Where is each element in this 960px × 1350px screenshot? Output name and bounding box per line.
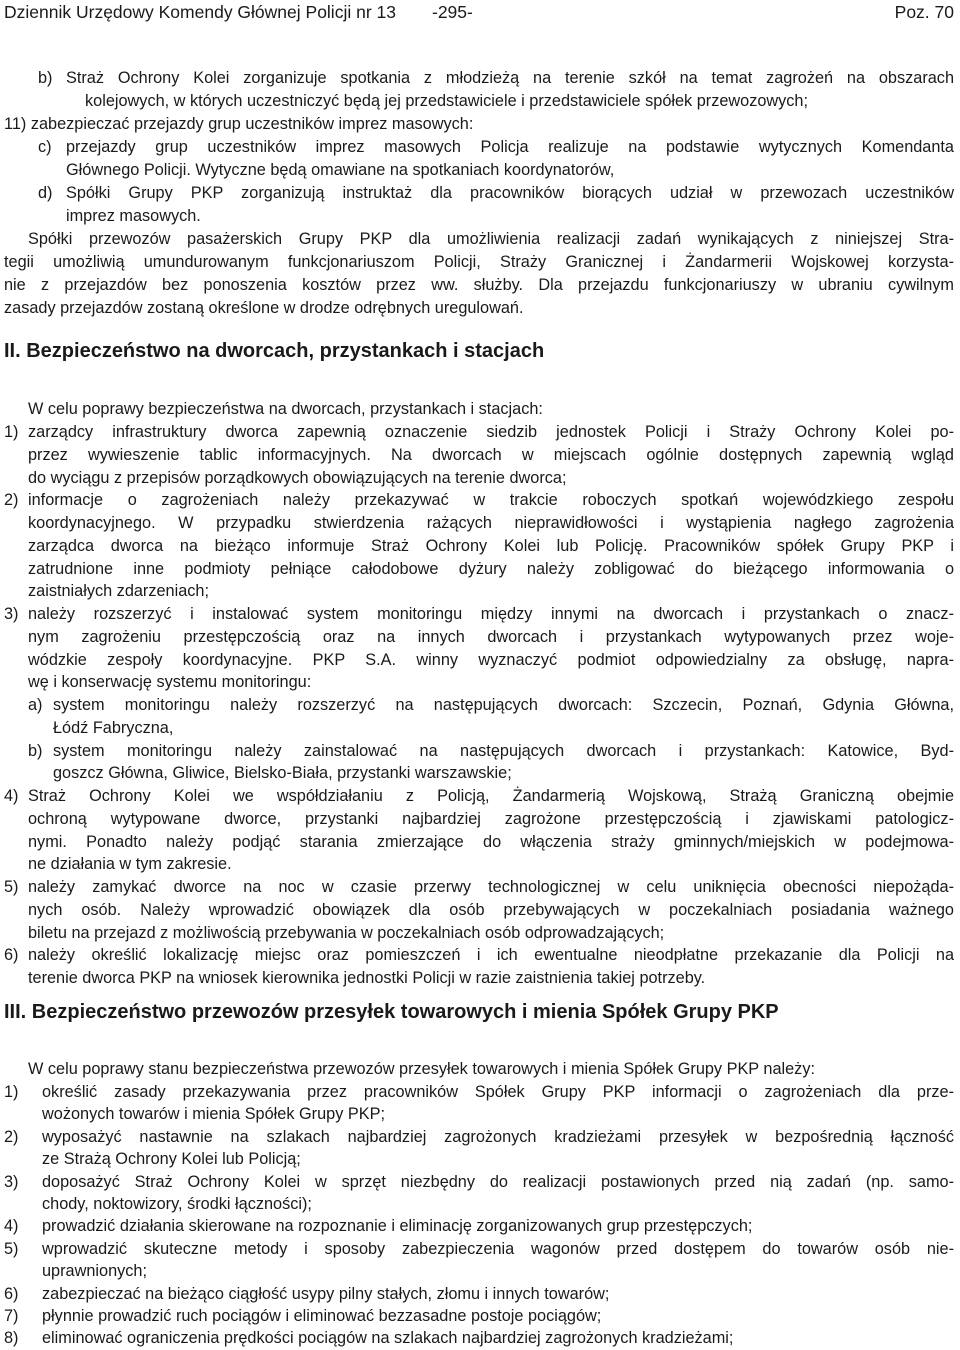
list-item-line xyxy=(0,1238,960,1261)
list-item-line xyxy=(0,580,960,603)
list-item-line xyxy=(0,876,960,899)
list-item-line xyxy=(0,853,960,876)
text-line: należy rozszerzyć i instalować system monitoringu między innymi na dworcach i przystankach o znacz- xyxy=(28,605,954,623)
text-line: zarządcy infrastruktury dworca zapewnią oznaczenie siedzib jednostek Policji i Straży Ochrony Kolei po- xyxy=(28,423,954,441)
text-line: nymi. Ponadto należy podjąć starania zmierzające do włączenia straży gminnych/miejskich w podejmowa- xyxy=(28,832,954,851)
text-line: eliminować ograniczenia prędkości pociągów na szlakach najbardziej zagrożonych kradzieżami; xyxy=(42,1329,734,1348)
text-line: zarządca dworca na bieżąco informuje Straż Ochrony Kolei lub Policję. Pracowników spółek Grupy PKP i xyxy=(28,536,954,555)
text-line: uprawnionych; xyxy=(42,1262,147,1281)
text-line: W celu poprawy stanu bezpieczeństwa przewozów przesyłek towarowych i mienia Spółek Grupy PKP należy: xyxy=(28,1060,815,1078)
journal-title: Dziennik Urzędowy Komendy Głównej Policji nr 13 xyxy=(4,2,396,22)
list-item-line xyxy=(0,1081,960,1104)
list-marker: b) xyxy=(28,741,43,760)
text-line: 11) zabezpieczać przejazdy grup uczestników imprez masowych: xyxy=(4,115,474,133)
list-marker: d) xyxy=(38,184,53,202)
list-marker: 4) xyxy=(4,787,19,805)
list-marker: b) xyxy=(38,69,53,87)
paragraph-line xyxy=(0,228,960,251)
list-item-line xyxy=(0,1148,960,1171)
text-line: doposażyć Straż Ochrony Kolei w sprzęt niezbędny do realizacji postawionych przed nią zadań (np. samo- xyxy=(42,1172,954,1191)
text-line: Spółki przewozów pasażerskich Grupy PKP dla umożliwienia realizacji zadań wynikających z niniejszej Stra- xyxy=(28,230,954,248)
text-line: wę i konserwację systemu monitoringu: xyxy=(28,673,312,692)
text-line: określić zasady przekazywania przez pracowników Spółek Grupy PKP informacji o zagrożeniach dla prze- xyxy=(42,1083,954,1101)
list-item-line xyxy=(0,1103,960,1126)
paragraph-line xyxy=(0,251,960,274)
text-line: tegii umożliwią umundurowanym funkcjonariuszom Policji, Straży Granicznej i Żandarmerii Wojskowej korzysta- xyxy=(4,253,954,271)
text-line: W celu poprawy bezpieczeństwa na dworcach, przystankach i stacjach: xyxy=(28,400,543,418)
list-marker: 4) xyxy=(4,1217,19,1236)
paragraph-line xyxy=(0,274,960,297)
text-line: Głównego Policji. Wytyczne będą omawiane na spotkaniach koordynatorów, xyxy=(66,161,615,179)
page-header xyxy=(4,0,954,24)
section-3-title: III. Bezpieczeństwo przewozów przesyłek towarowych i mienia Spółek Grupy PKP xyxy=(4,1001,779,1023)
text-line: płynnie prowadzić ruch pociągów i eliminować bezzasadne postoje pociągów; xyxy=(42,1307,602,1325)
text-line: przez wywieszenie tablic informacyjnych. Na dworcach w miejscach ogólnie dostępnych zapewnią wgląd xyxy=(28,445,954,464)
list-marker: 2) xyxy=(4,1127,19,1146)
list-item-line xyxy=(0,808,960,831)
list-marker: 3) xyxy=(4,1172,19,1191)
list-item-line xyxy=(0,785,960,808)
text-line: do wyciągu z przepisów porządkowych obowiązujących na terenie dworca; xyxy=(28,468,567,487)
text-line: należy określić lokalizację miejsc oraz pomieszczeń i ich ewentualne nieodpłatne przekazanie dla Policji na xyxy=(28,946,954,965)
text-line: Łódź Fabryczna, xyxy=(53,718,174,737)
position-number: Poz. 70 xyxy=(894,2,954,22)
list-item-line xyxy=(0,489,960,512)
item-c-line xyxy=(0,159,960,182)
item-11-line xyxy=(0,113,960,136)
list-marker: 5) xyxy=(4,1239,19,1258)
text-line: wprowadzić skuteczne metody i sposoby zabezpieczenia wagonów przed dostępem do towarów osób nie- xyxy=(42,1239,954,1258)
list-item-line xyxy=(0,899,960,922)
list-item-line xyxy=(0,967,960,990)
list-item-line xyxy=(0,762,960,785)
list-item-line xyxy=(0,1193,960,1216)
item-c-line xyxy=(0,136,960,159)
text-line: nie z przejazdów bez ponoszenia kosztów przez ww. służby. Dla przejazdu funkcjonariuszy w ubraniu cywilnym xyxy=(4,276,954,294)
text-line: Spółki Grupy PKP zorganizują instruktaż dla pracowników biorących udział w przewozach uczestników xyxy=(66,184,954,202)
page-number: -295- xyxy=(432,2,473,22)
list-item-line xyxy=(0,1171,960,1194)
list-item-line xyxy=(0,831,960,854)
list-item-line xyxy=(0,671,960,694)
list-marker: 1) xyxy=(4,1083,19,1101)
text-line: wyposażyć nastawnie na szlakach najbardziej zagrożonych kradzieżami przesyłek w bezpośrednią łączność xyxy=(42,1127,954,1146)
list-marker: 5) xyxy=(4,878,19,896)
list-item-line xyxy=(0,944,960,967)
text-line: terenie dworca PKP na wniosek kierownika jednostki Policji w razie zaistnienia takiej potrzeby. xyxy=(28,969,706,987)
list-marker: 7) xyxy=(4,1307,19,1325)
list-item-line xyxy=(0,717,960,740)
text-line: należy zamykać dworce na noc w czasie przerwy technologicznej w celu uniknięcia obecności niepożąda- xyxy=(28,878,954,896)
list-item-line xyxy=(0,740,960,763)
text-line: Straż Ochrony Kolei we współdziałaniu z Policją, Żandarmerią Wojskową, Strażą Graniczną obejmie xyxy=(28,787,954,805)
text-line: ze Strażą Ochrony Kolei lub Policją; xyxy=(42,1150,301,1169)
text-line: nych osób. Należy wprowadzić obowiązek dla osób przebywających w poczekalniach posiadania ważnego xyxy=(28,900,954,919)
text-line: informacje o zagrożeniach należy przekazywać w trakcie roboczych spotkań wojewódzkiego zespołu xyxy=(28,491,954,510)
text-line: koordynacyjnego. W przypadku stwierdzenia rażących nieprawidłowości i wystąpienia nagłego zagrożenia xyxy=(28,514,954,532)
list-marker: 6) xyxy=(4,946,19,965)
list-item-line xyxy=(0,421,960,444)
list-item-line xyxy=(0,1215,960,1238)
list-item-line xyxy=(0,512,960,535)
list-marker: 2) xyxy=(4,491,19,510)
list-item-line xyxy=(0,694,960,717)
list-item-line xyxy=(0,1305,960,1328)
list-marker: 3) xyxy=(4,605,19,623)
text-line: prowadzić działania skierowane na rozpoznanie i eliminację zorganizowanych grup przestępczych; xyxy=(42,1217,753,1236)
text-line: zatrudnione inne podmioty pełniące całodobowe dyżury należy zobligować do bieżącego informowania o xyxy=(28,559,954,578)
text-line: nym zagrożeniu przestępczością oraz na innych dworcach i przystankach wytypowanych przez woje- xyxy=(28,627,954,646)
text-line: wódzkie zespoły koordynacyjne. PKP S.A. winny wyznaczyć podmiot odpowiedzialny za obsługę, napra- xyxy=(28,650,954,669)
list-item-line xyxy=(0,467,960,490)
list-item-line xyxy=(0,1260,960,1283)
list-marker: 6) xyxy=(4,1284,19,1303)
list-item-line xyxy=(0,444,960,467)
list-item-line xyxy=(0,1126,960,1149)
section-2-title: II. Bezpieczeństwo na dworcach, przystankach i stacjach xyxy=(4,340,545,362)
text-line: imprez masowych. xyxy=(66,207,201,225)
item-b-line xyxy=(0,67,960,90)
list-item-line xyxy=(0,603,960,626)
list-item-line xyxy=(0,535,960,558)
item-b-line xyxy=(0,90,960,113)
text-line: goszcz Główna, Gliwice, Bielsko-Biała, przystanki warszawskie; xyxy=(53,764,512,783)
text-line: zabezpieczać na bieżąco ciągłość usypy pilny stałych, złomu i innych towarów; xyxy=(42,1284,610,1303)
list-item-line xyxy=(0,626,960,649)
list-marker: a) xyxy=(28,696,43,714)
list-item-line xyxy=(0,1283,960,1306)
text-line: wożonych towarów i mienia Spółek Grupy PKP; xyxy=(42,1105,385,1124)
list-item-line xyxy=(0,922,960,945)
item-d-line xyxy=(0,205,960,228)
text-line: ne działania w tym zakresie. xyxy=(28,855,232,874)
text-line: system monitoringu należy rozszerzyć na następujących dworcach: Szczecin, Poznań, Gdynia Główna, xyxy=(53,696,954,714)
list-marker: 8) xyxy=(4,1329,19,1348)
text-line: biletu na przejazd z możliwością przebywania w poczekalniach osób odprowadzających; xyxy=(28,923,665,942)
text-line: zaistniałych zdarzeniach; xyxy=(28,582,209,601)
list-item-line xyxy=(0,1327,960,1350)
text-line: zasady przejazdów zostaną określone w drodze odrębnych uregulowań. xyxy=(4,299,524,317)
list-marker: 1) xyxy=(4,423,19,441)
list-marker: c) xyxy=(38,138,52,156)
list-item-line xyxy=(0,558,960,581)
list-item-line xyxy=(0,649,960,672)
section-3-intro xyxy=(0,1058,960,1081)
text-line: kolejowych, w których uczestniczyć będą jej przedstawiciele i przedstawiciele spółek przewozowych; xyxy=(85,92,809,110)
paragraph-line xyxy=(0,297,960,320)
text-line: Straż Ochrony Kolei zorganizuje spotkania z młodzieżą na terenie szkół na temat zagrożeń na obszarach xyxy=(66,69,954,87)
text-line: chody, noktowizory, środki łączności); xyxy=(42,1195,312,1213)
text-line: system monitoringu należy zainstalować na następujących dworcach i przystankach: Katowice, Byd- xyxy=(53,741,954,760)
text-line: ochroną wytypowane dworce, przystanki najbardziej zagrożone przestępczością i zjawiskami patologicz- xyxy=(28,809,954,828)
item-d-line xyxy=(0,182,960,205)
section-2-intro xyxy=(0,398,960,421)
text-line: przejazdy grup uczestników imprez masowych Policja realizuje na podstawie wytycznych Komendanta xyxy=(66,138,954,156)
